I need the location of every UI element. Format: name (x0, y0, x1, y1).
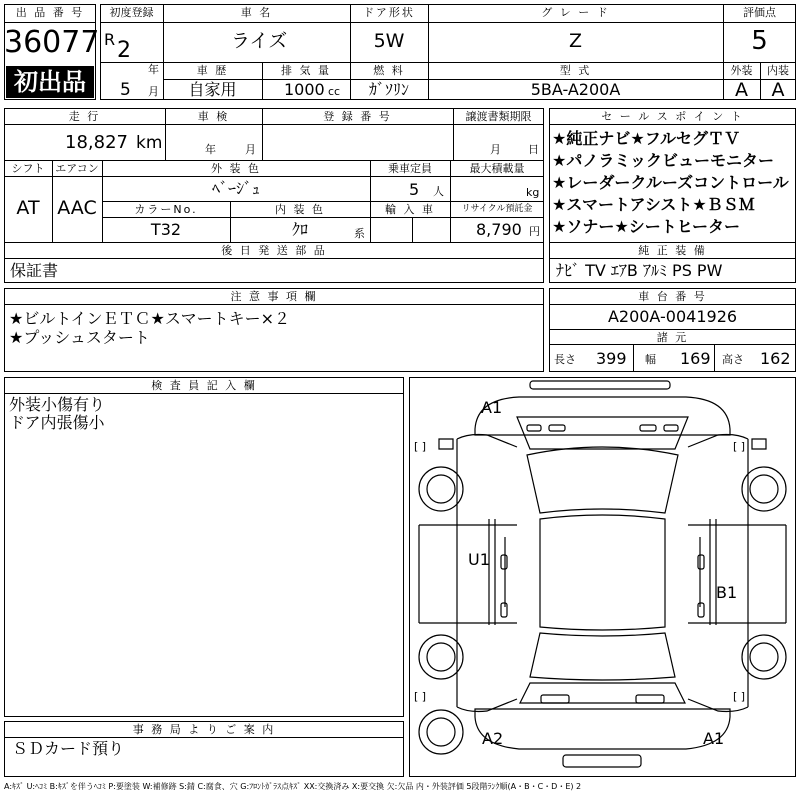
bracket-right-bottom: [ ] (733, 690, 746, 703)
model-label: 型 式 (559, 64, 592, 77)
displacement-value: 1000 (284, 80, 325, 99)
int-color-value: ｸﾛ (291, 220, 308, 239)
equipment-value: ﾅﾋﾞ TV ｴｱB ｱﾙﾐ PS PW (556, 261, 723, 280)
sales-point-item: ★レーダークルーズコントロール (552, 173, 789, 192)
int-color-suffix: 系 (354, 227, 365, 240)
sales-point-item: ★ソナー★シートヒーター (552, 217, 741, 236)
inspection-month-unit: 月 (245, 143, 256, 156)
max-load-unit: kg (526, 186, 540, 199)
year-unit: 年 (148, 63, 159, 76)
fuel-value: ｶﾞｿﾘﾝ (368, 80, 409, 99)
door-label: ドア形状 (363, 6, 415, 19)
length-label: 長さ (554, 353, 576, 366)
mileage-label: 走 行 (68, 110, 101, 123)
interior-value: A (771, 79, 785, 101)
exterior-label: 外装 (730, 64, 753, 77)
notes-line: ★プッシュスタート (9, 328, 150, 347)
damage-mark-rear-left: A2 (482, 729, 504, 748)
office-label: 事 務 局 よ り ご 案 内 (132, 723, 276, 736)
sales-point-item: ★スマートアシスト★ＢＳＭ (552, 195, 755, 214)
damage-mark-right-rear: B1 (716, 583, 738, 602)
reg-no-label: 登 録 番 号 (323, 110, 392, 123)
exterior-value: A (735, 79, 748, 101)
year-value: 2 (117, 38, 131, 63)
ext-color-value: ﾍﾞｰｼﾞｭ (211, 179, 260, 198)
max-load-label: 最大積載量 (469, 162, 525, 175)
inspector-label: 検 査 員 記 入 欄 (151, 379, 257, 392)
mileage-unit: km (136, 133, 163, 153)
dims-label: 諸 元 (656, 331, 689, 344)
interior-label: 内装 (767, 64, 789, 77)
lot-number: 36077 (4, 25, 100, 60)
damage-mark-left-door: U1 (468, 550, 490, 569)
inspector-line: ドア内張傷小 (9, 413, 105, 432)
sales-points-label: セ ー ル ス ポ イ ン ト (601, 110, 744, 123)
ac-label: エアコン (55, 162, 99, 175)
sales-point-item: ★パノラミックビューモニター (552, 151, 775, 170)
recycle-label: リサイクル預託金 (461, 204, 533, 214)
bracket-left-top: [ ] (414, 440, 427, 453)
import-label: 輸 入 車 (385, 203, 435, 216)
office-value: ＳＤカード預り (12, 739, 125, 758)
model-value: 5BA-A200A (530, 80, 621, 99)
first-listing-badge-text: 初出品 (14, 68, 86, 96)
recycle-value: 8,790 (476, 220, 522, 239)
int-color-label: 内 装 色 (275, 203, 325, 216)
notes-label: 注 意 事 項 欄 (230, 290, 318, 303)
car-name: ライズ (231, 30, 288, 52)
color-no-label: カラーNo. (134, 203, 198, 216)
grade-value: Z (568, 30, 583, 52)
era-letter: R (104, 30, 116, 49)
lot-label: 出 品 番 号 (15, 6, 85, 19)
mileage-value: 18,827 (65, 132, 128, 153)
bracket-right-top: [ ] (733, 440, 746, 453)
grade-label: グ レ ー ド (541, 6, 610, 19)
displacement-unit: cc (328, 85, 341, 98)
inspection-year-unit: 年 (205, 143, 216, 156)
sales-point-item: ★純正ナビ★フルセグＴＶ (552, 129, 741, 148)
damage-mark-front-left: A1 (481, 398, 503, 417)
width-label: 幅 (645, 353, 656, 366)
capacity-label: 乗車定員 (388, 162, 432, 175)
history-value: 自家用 (188, 80, 237, 99)
notes-line: ★ビルトインＥＴＣ★スマートキー×２ (9, 309, 290, 328)
transfer-label: 譲渡書類期限 (465, 110, 532, 123)
later-parts-label: 後 日 発 送 部 品 (221, 244, 327, 257)
ac-value: AAC (57, 197, 97, 219)
recycle-unit: 円 (529, 225, 540, 238)
car-diagram (409, 377, 796, 777)
length-value: 399 (596, 349, 627, 368)
transfer-day-unit: 日 (528, 143, 539, 156)
car-name-label: 車 名 (240, 6, 273, 19)
height-label: 高さ (722, 353, 744, 366)
history-label: 車 歴 (196, 64, 229, 77)
first-reg-label: 初度登録 (109, 6, 154, 19)
capacity-unit: 人 (433, 185, 444, 198)
door-value: 5W (373, 30, 405, 52)
displacement-label: 排 気 量 (281, 64, 331, 77)
equipment-label: 純 正 装 備 (638, 244, 707, 257)
month-value: 5 (120, 80, 131, 100)
inspection-label: 車 検 (197, 110, 230, 123)
later-parts-value: 保証書 (10, 261, 59, 280)
fuel-label: 燃 料 (373, 64, 405, 77)
capacity-value: 5 (409, 180, 420, 199)
width-value: 169 (680, 349, 711, 368)
month-unit: 月 (148, 85, 159, 98)
score-value: 5 (751, 26, 768, 56)
damage-mark-rear-right: A1 (703, 729, 725, 748)
color-no-value: T32 (150, 220, 182, 239)
chassis-label: 車 台 番 号 (638, 290, 707, 303)
score-label: 評価点 (743, 6, 776, 19)
ext-color-label: 外 装 色 (211, 162, 261, 175)
legend: A:ｷｽﾞ U:ﾍｺﾐ B:ｷｽﾞを伴うﾍｺﾐ P:要塗装 W:補修跡 S:錆 C:腐食、穴 G:ﾌﾛﾝﾄｶﾞﾗｽ点ｷｽﾞ XX:交換済み X:要交換 欠:欠品 内・外装評価 5段階ﾗﾝｸ順(A・B・C・D・E) 2 (4, 782, 582, 791)
transfer-month-unit: 月 (490, 143, 501, 156)
shift-label: シフト (11, 162, 45, 175)
bracket-left-bottom: [ ] (414, 690, 427, 703)
shift-value: AT (16, 197, 40, 219)
chassis-value: A200A-0041926 (607, 307, 738, 326)
inspector-line: 外装小傷有り (9, 395, 106, 414)
height-value: 162 (760, 349, 791, 368)
